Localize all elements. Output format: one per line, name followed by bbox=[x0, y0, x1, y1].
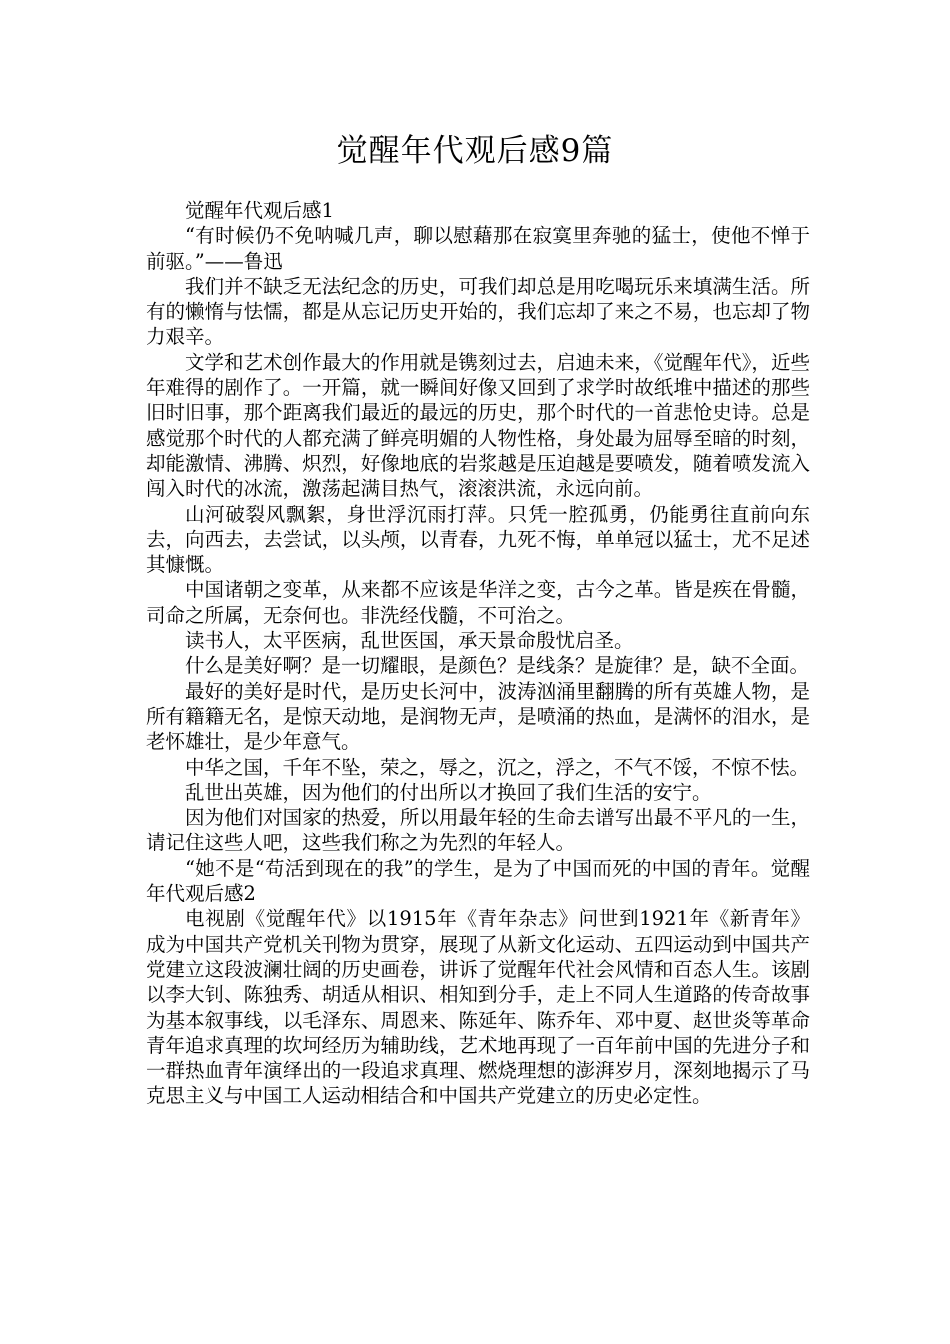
paragraph-essay-2-heading: “她不是“苟活到现在的我”的学生，是为了中国而死的中国的青年。觉醒年代观后感2 bbox=[146, 856, 810, 906]
paragraph-essay-1-heading: 觉醒年代观后感1 bbox=[185, 199, 334, 222]
paragraph: 我们并不缺乏无法纪念的历史，可我们却总是用吃喝玩乐来填满生活。所有的懒惰与怯懦，都是从忘记历史开始的，我们忘却了来之不易，也忘却了物力艰辛。 bbox=[146, 274, 810, 349]
paragraph: 山河破裂风飘絮，身世浮沉雨打萍。只凭一腔孤勇，仍能勇往直前向东去，向西去，去尝试，以头颅，以青春，九死不悔，单单冠以猛士，尤不足述其慷慨。 bbox=[146, 502, 810, 577]
paragraph: 最好的美好是时代，是历史长河中，波涛汹涌里翻腾的所有英雄人物，是所有籍籍无名，是惊天动地，是润物无声，是喷涌的热血，是满怀的泪水，是老怀雄壮，是少年意气。 bbox=[146, 679, 810, 754]
paragraph-luxun-quote: “有时候仍不免呐喊几声，聊以慰藉那在寂寞里奔驰的猛士，使他不惮于前驱。”——鲁迅 bbox=[146, 224, 810, 273]
document-body bbox=[146, 198, 810, 1109]
paragraph: 什么是美好啊？是一切耀眼，是颜色？是线条？是旋律？是，缺不全面。 bbox=[185, 654, 810, 678]
paragraph: 中华之国，千年不坠，荣之，辱之，沉之，浮之，不气不馁，不惊不怯。 bbox=[185, 755, 810, 779]
paragraph: 因为他们对国家的热爱，所以用最年轻的生命去谱写出最不平凡的一生，请记住这些人吧，这些我们称之为先烈的年轻人。 bbox=[146, 806, 810, 855]
document-title: 觉醒年代观后感9篇 bbox=[336, 133, 614, 169]
paragraph: 电视剧《觉醒年代》以1915年《青年杂志》问世到1921年《新青年》成为中国共产党机关刊物为贯穿，展现了从新文化运动、五四运动到中国共产党建立这段波澜壮阔的历史画卷，讲诉了觉醒年代社会风情和百态人生。该剧以李大钊、陈独秀、胡适从相识、相知到分手，走上不同人生道路的传奇故事为基本叙事线，以毛泽东、周恩来、陈延年、陈乔年、邓中夏、赵世炎等革命青年追求真理的坎坷经历为辅助线，艺术地再现了一百年前中国的先进分子和一群热血青年演绎出的一段追求真理、燃烧理想的澎湃岁月，深刻地揭示了马克思主义与中国工人运动相结合和中国共产党建立的历史必定性。 bbox=[146, 907, 810, 1108]
paragraph: 乱世出英雄，因为他们的付出所以才换回了我们生活的安宁。 bbox=[185, 780, 712, 804]
paragraph: 文学和艺术创作最大的作用就是镌刻过去，启迪未来，《觉醒年代》，近些年难得的剧作了。一开篇，就一瞬间好像又回到了求学时故纸堆中描述的那些旧时旧事，那个距离我们最近的最远的历史，那个时代的一首悲怆史诗。总是感觉那个时代的人都充满了鲜亮明媚的人物性格，身处最为屈辱至暗的时刻，却能激情、沸腾、炽烈，好像地底的岩浆越是压迫越是要喷发，随着喷发流入闯入时代的冰流，激荡起满目热气，滚滚洪流，永远向前。 bbox=[146, 350, 810, 501]
paragraph: 中国诸朝之变革，从来都不应该是华洋之变，古今之革。皆是疾在骨髓，司命之所属，无奈何也。非洗经伐髓，不可治之。 bbox=[146, 578, 810, 627]
paragraph: 读书人，太平医病，乱世医国，承天景命殷忧启圣。 bbox=[185, 629, 634, 653]
